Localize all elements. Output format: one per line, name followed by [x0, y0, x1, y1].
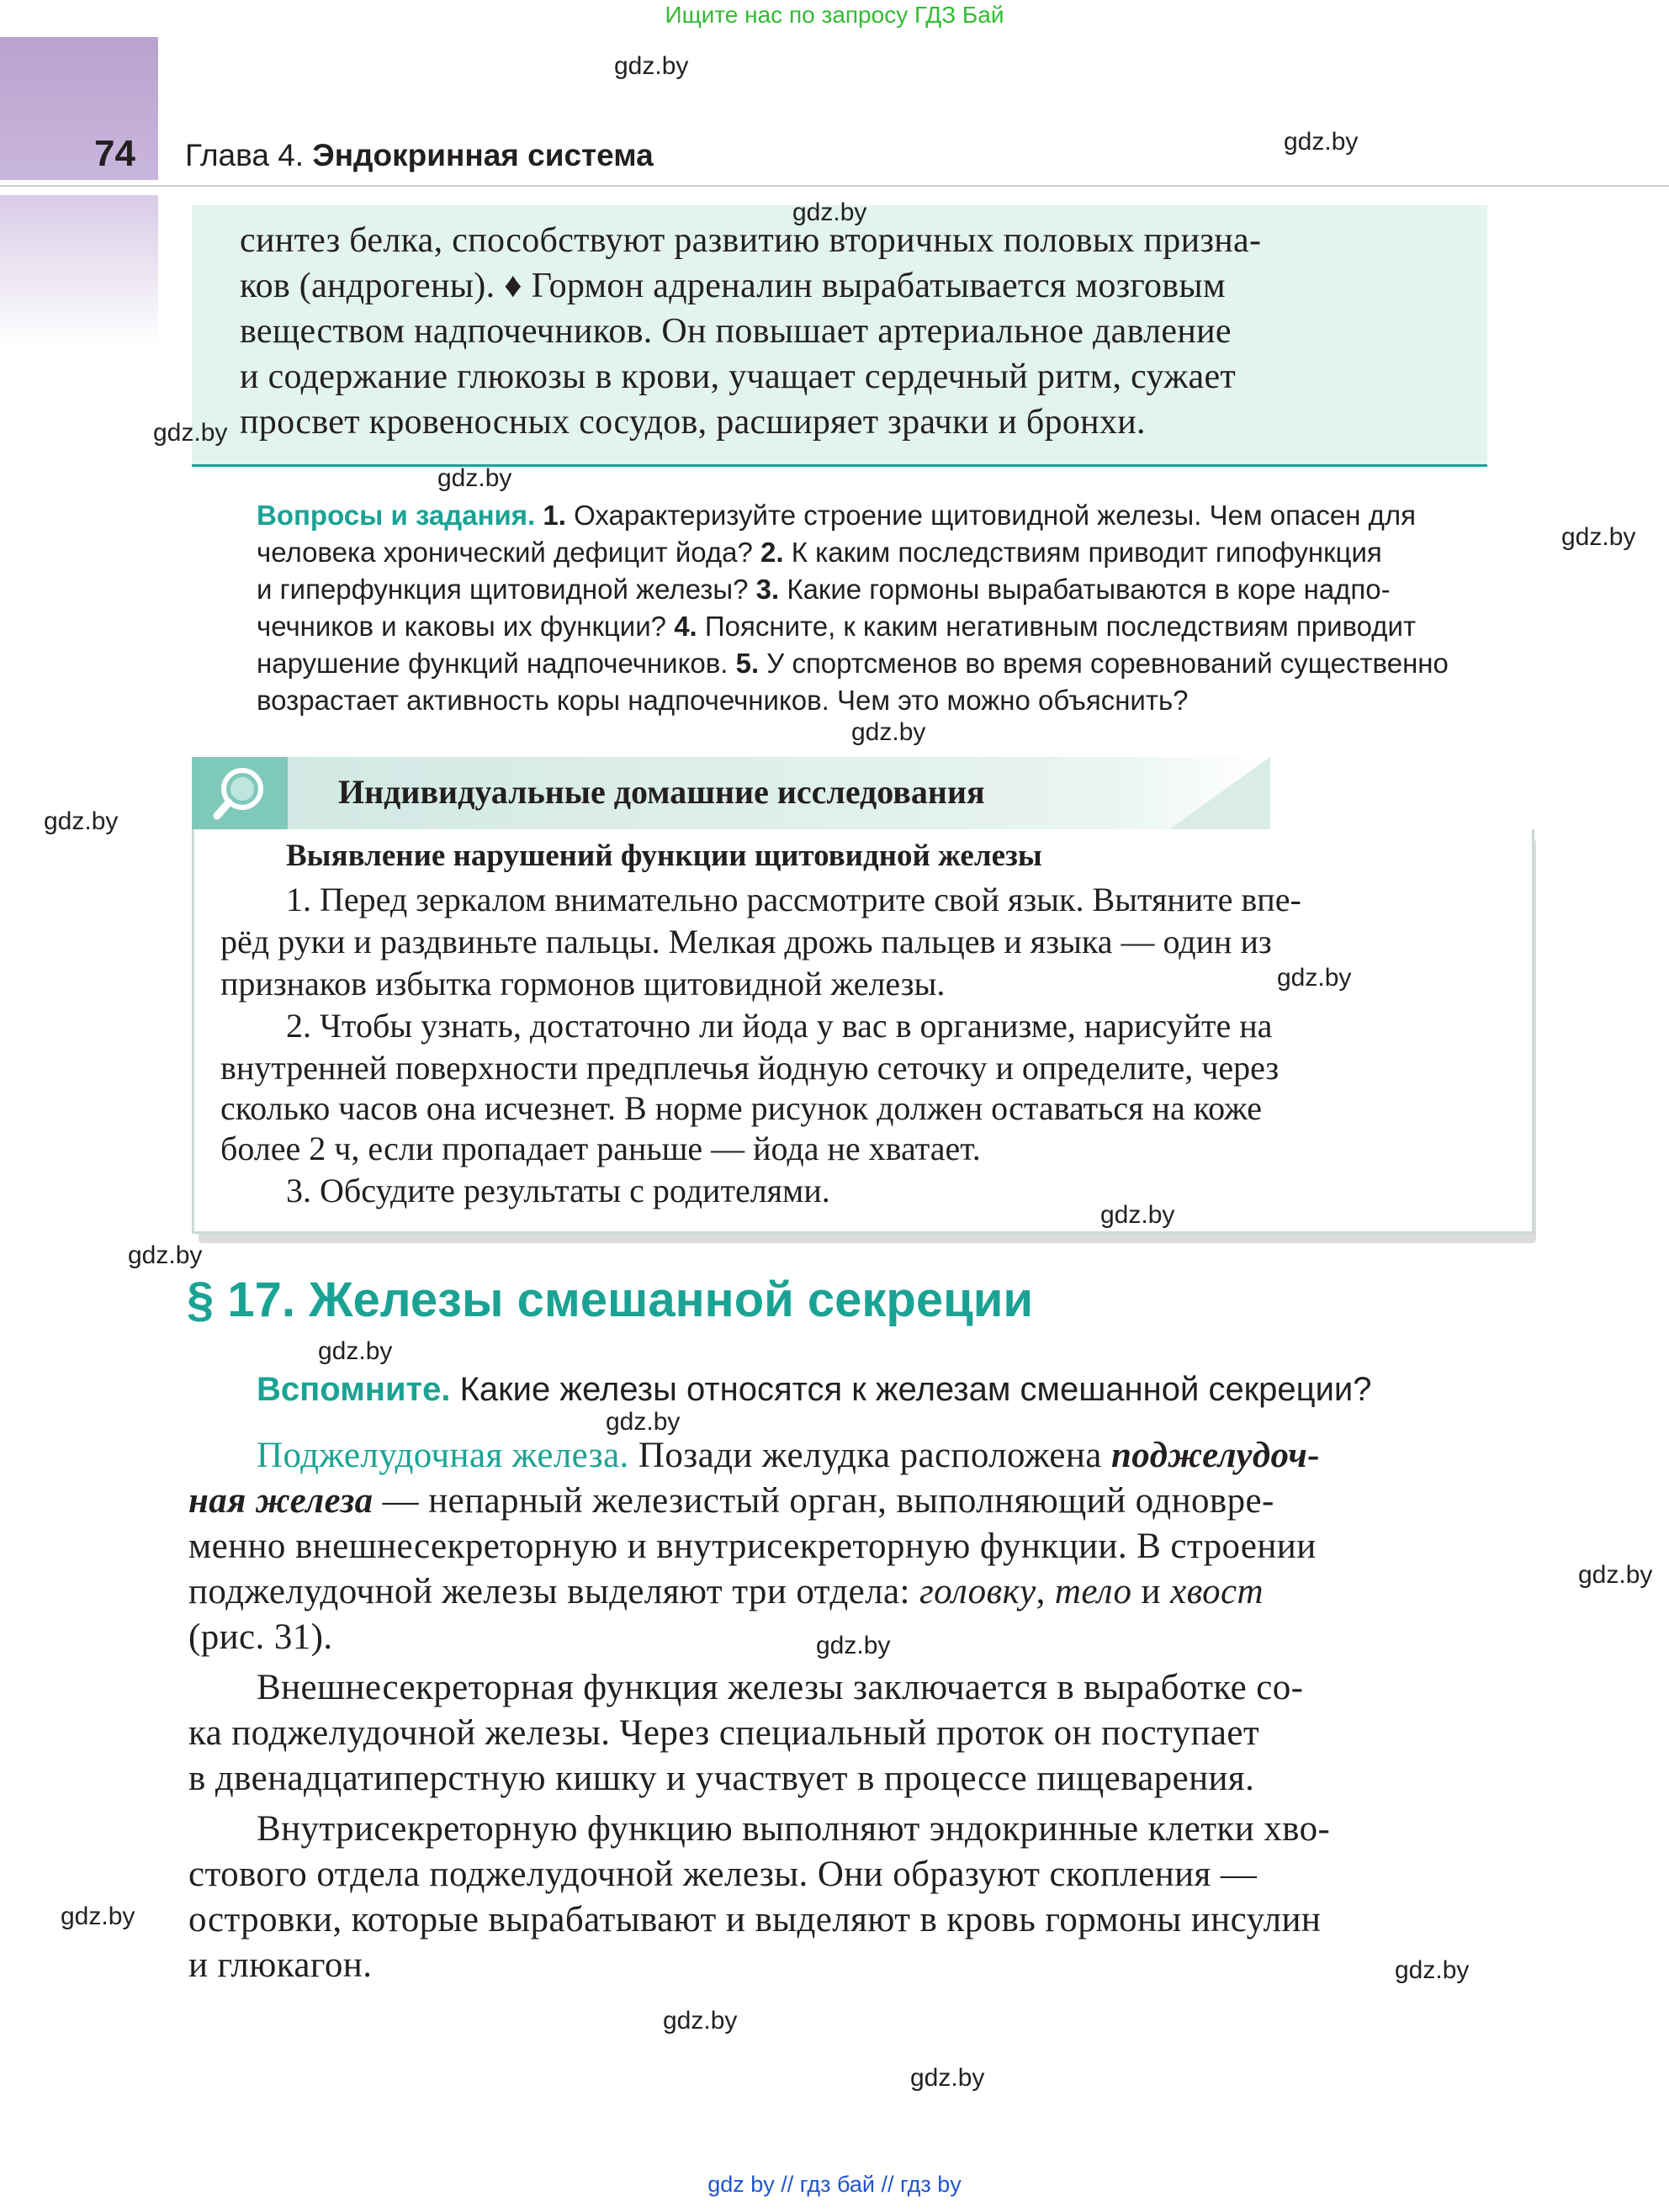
- watermark: gdz.by: [910, 2064, 985, 2092]
- term-emphasis: ная железа: [188, 1481, 374, 1521]
- body-line: менно внешнесекреторную и внутрисекреторную функции. В строении: [188, 1527, 1317, 1566]
- question-number: 3.: [755, 574, 780, 605]
- body-line: Внутрисекреторную функцию выполняют эндокринные клетки хво-: [257, 1809, 1331, 1849]
- watermark: gdz.by: [44, 807, 119, 835]
- question-text: У спортсменов во время соревнований существенно: [759, 648, 1449, 679]
- question-text: Охарактеризуйте строение щитовидной железы. Чем опасен для: [565, 500, 1416, 531]
- page-tab-gradient: [0, 195, 158, 347]
- chapter-title: Эндокринная система: [312, 138, 654, 172]
- recall-text: Какие железы относятся к железам смешанной секреции?: [450, 1371, 1372, 1408]
- watermark: gdz.by: [437, 464, 512, 492]
- magnifier-icon: [192, 757, 288, 829]
- questions-line: [257, 574, 1391, 606]
- body-text: ,: [1036, 1572, 1055, 1611]
- research-line: более 2 ч, если пропадает раньше — йода не хватает.: [220, 1130, 981, 1167]
- watermark: gdz.by: [1578, 1561, 1653, 1589]
- body-line: в двенадцатиперстную кишку и участвует в процессе пищеварения.: [188, 1759, 1255, 1798]
- questions-line: возрастает активность коры надпочечников. Чем это можно объяснить?: [257, 685, 1189, 716]
- header-divider: [0, 185, 1669, 187]
- page-number: 74: [94, 133, 135, 174]
- italic-term: головку: [919, 1572, 1036, 1611]
- questions-line: [257, 648, 1449, 680]
- question-number: 5.: [735, 648, 760, 679]
- watermark: gdz.by: [318, 1337, 393, 1365]
- body-line: [257, 1435, 1320, 1476]
- watermark: gdz.by: [606, 1408, 681, 1436]
- question-number: 4.: [674, 611, 697, 642]
- term-emphasis: поджелудоч-: [1110, 1436, 1320, 1475]
- body-text: и: [1131, 1572, 1171, 1611]
- question-text: нарушение функций надпочечников.: [257, 648, 736, 679]
- watermark: gdz.by: [1395, 1956, 1470, 1984]
- recall-line: [257, 1371, 1372, 1409]
- watermark: gdz.by: [1277, 964, 1352, 992]
- body-line: и глюкагон.: [188, 1945, 373, 1985]
- watermark: gdz.by: [792, 198, 867, 226]
- summary-line: и содержание глюкозы в крови, учащает сердечный ритм, сужает: [240, 357, 1237, 396]
- body-text: — непарный железистый орган, выполняющий одновре-: [373, 1481, 1274, 1521]
- question-text: чечников и каковы их функции?: [257, 611, 675, 642]
- question-text: Поясните, к каким негативным последствиям приводит: [697, 611, 1417, 642]
- question-number: 1.: [543, 500, 566, 531]
- search-hint-banner[interactable]: Ищите нас по запросу ГДЗ Бай: [665, 2, 1004, 28]
- watermark: gdz.by: [153, 419, 228, 447]
- section-title: § 17. Железы смешанной секреции: [187, 1273, 1034, 1327]
- watermark: gdz.by: [1100, 1201, 1175, 1229]
- body-line: [188, 1571, 1264, 1612]
- research-title: Индивидуальные домашние исследования: [338, 773, 985, 811]
- question-text: Какие гормоны вырабатываются в коре надпо-: [779, 574, 1391, 605]
- body-line: стового отдела поджелудочной железы. Они образуют скопления —: [188, 1855, 1258, 1894]
- figure-reference[interactable]: (рис. 31).: [188, 1617, 333, 1657]
- research-line: 2. Чтобы узнать, достаточно ли йода у вас в организме, нарисуйте на: [286, 1007, 1273, 1045]
- body-text: Позади желудка расположена: [628, 1436, 1111, 1475]
- watermark: gdz.by: [614, 52, 689, 80]
- questions-line: [257, 500, 1416, 532]
- research-line: сколько часов она исчезнет. В норме рисунок должен оставаться на коже: [220, 1089, 1262, 1127]
- question-text: и гиперфункция щитовидной железы?: [257, 574, 756, 605]
- summary-line: просвет кровеносных сосудов, расширяет зрачки и бронхи.: [240, 403, 1146, 442]
- research-line: рёд руки и раздвиньте пальцы. Мелкая дрожь пальцев и языка — один из: [220, 923, 1272, 960]
- body-line: ка поджелудочной железы. Через специальный проток он поступает: [188, 1713, 1260, 1753]
- questions-heading: Вопросы и задания.: [257, 500, 536, 531]
- summary-line: веществом надпочечников. Он повышает артериальное давление: [240, 312, 1232, 351]
- footer-links[interactable]: gdz by // гдз бай // гдз by: [707, 2172, 962, 2197]
- watermark: gdz.by: [1284, 128, 1359, 156]
- recall-label: Вспомните.: [257, 1371, 451, 1408]
- questions-line: [257, 611, 1416, 643]
- question-number: 2.: [760, 537, 784, 568]
- research-line: 1. Перед зеркалом внимательно рассмотрите свой язык. Вытяните впе-: [286, 881, 1301, 918]
- body-line: островки, которые вырабатывают и выделяют в кровь гормоны инсулин: [188, 1900, 1322, 1939]
- research-header-tail: [1169, 757, 1270, 829]
- watermark: gdz.by: [816, 1632, 891, 1659]
- question-text: человека хронический дефицит йода?: [257, 537, 761, 568]
- watermark: gdz.by: [61, 1902, 135, 1930]
- questions-line: [257, 537, 1382, 569]
- watermark: gdz.by: [851, 718, 926, 746]
- question-text: К каким последствиям приводит гипофункция: [783, 537, 1382, 568]
- chapter-prefix: Глава 4.: [185, 138, 305, 172]
- body-text: поджелудочной железы выделяют три отдела:: [188, 1572, 919, 1611]
- chapter-heading: [185, 138, 654, 173]
- summary-line: синтез белка, способствуют развитию вторичных половых призна-: [240, 221, 1262, 260]
- magnifier-icon-svg: [192, 757, 288, 829]
- paragraph-heading: Поджелудочная железа.: [257, 1436, 629, 1475]
- italic-term: хвост: [1170, 1572, 1264, 1611]
- italic-term: тело: [1054, 1572, 1132, 1611]
- summary-line: ков (андрогены). ♦ Гормон адреналин вырабатывается мозговым: [240, 267, 1226, 305]
- research-line: признаков избытка гормонов щитовидной железы.: [220, 965, 946, 1003]
- research-subtitle: Выявление нарушений функции щитовидной железы: [286, 839, 1042, 873]
- body-line: [188, 1480, 1274, 1521]
- research-line: внутренней поверхности предплечья йодную сеточку и определите, через: [220, 1049, 1280, 1087]
- watermark: gdz.by: [128, 1241, 203, 1269]
- body-line: Внешнесекреторная функция железы заключается в выработке со-: [257, 1668, 1304, 1707]
- watermark: gdz.by: [1561, 523, 1636, 551]
- watermark: gdz.by: [663, 2007, 738, 2035]
- research-line: 3. Обсудите результаты с родителями.: [286, 1172, 830, 1209]
